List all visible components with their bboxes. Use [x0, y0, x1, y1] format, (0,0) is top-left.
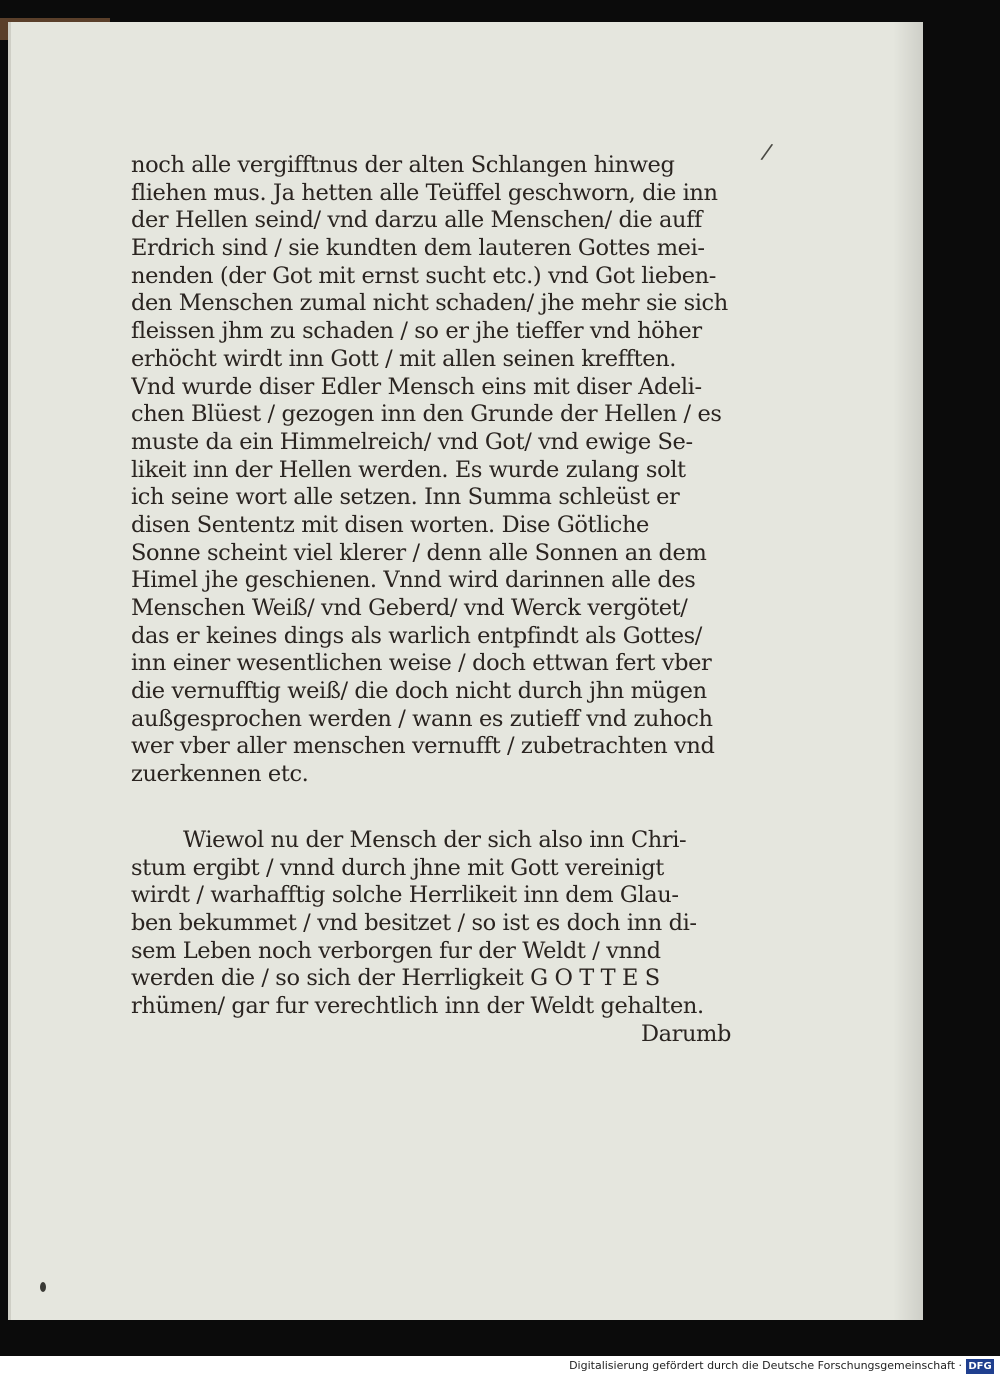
text-line: inn einer wesentlichen weise / doch ettwan fert vber — [131, 650, 712, 677]
text-line: Erdrich sind / sie kundten dem lauteren Gottes mei- — [131, 235, 705, 262]
text-line: sem Leben noch verborgen fur der Weldt / vnnd — [131, 937, 661, 964]
text-line: den Menschen zumal nicht schaden/ jhe mehr sie sich — [131, 290, 728, 317]
funding-credit: Digitalisierung gefördert durch die Deutsche Forschungsgemeinschaft · — [569, 1359, 962, 1372]
text-line: disen Sententz mit disen worten. Dise Götliche — [131, 511, 649, 538]
text-line: ich seine wort alle setzen. Inn Summa schleüst er — [131, 484, 680, 511]
catchword: Darumb — [640, 1020, 731, 1047]
text-line: Sonne scheint viel klerer / denn alle Sonnen an dem — [131, 539, 707, 566]
text-line: likeit inn der Hellen werden. Es wurde zulang solt — [131, 456, 686, 483]
text-line: noch alle vergifftnus der alten Schlangen hinweg — [131, 152, 675, 178]
text-line: nenden (der Got mit ernst sucht etc.) vnd Got lieben- — [131, 262, 716, 289]
text-line: Vnd wurde diser Edler Mensch eins mit diser Adeli- — [131, 373, 702, 400]
dfg-logo: DFG — [966, 1359, 994, 1374]
text-line: stum ergibt / vnnd durch jhne mit Gott vereinigt — [131, 854, 664, 881]
text-line: fliehen mus. Ja hetten alle Teüffel geschworn, die inn — [131, 179, 718, 206]
text-block — [131, 152, 731, 1048]
margin-mark: / — [759, 139, 775, 166]
text-line: außgesprochen werden / wann es zutieff vnd zuhoch — [131, 705, 713, 732]
text-line: muste da ein Himmelreich/ vnd Got/ vnd ewige Se- — [131, 428, 693, 455]
paragraph-2 — [131, 827, 731, 1021]
text-line: der Hellen seind/ vnd darzu alle Menschen/ die auff — [131, 207, 702, 234]
text-line: wirdt / warhafftig solche Herrlikeit inn dem Glau- — [131, 882, 679, 909]
text-line: Wiewol nu der Mensch der sich also inn Chri- — [183, 826, 687, 853]
book-page — [8, 22, 923, 1320]
text-line: zuerkennen etc. — [131, 761, 309, 788]
text-line: erhöcht wirdt inn Gott / mit allen seinen krefften. — [131, 345, 676, 372]
text-line: das er keines dings als warlich entpfindt als Gottes/ — [131, 622, 702, 649]
text-line: rhümen/ gar fur verechtlich inn der Weldt gehalten. — [131, 992, 704, 1019]
paragraph-1 — [131, 152, 731, 789]
text-line: die vernufftig weiß/ die doch nicht durch jhn mügen — [131, 678, 707, 705]
text-line: fleissen jhm zu schaden / so er jhe tieffer vnd höher — [131, 318, 702, 345]
text-line: Himel jhe geschienen. Vnnd wird darinnen alle des — [131, 567, 696, 594]
text-line: ben bekummet / vnd besitzet / so ist es doch inn di- — [131, 909, 697, 936]
footer-bar — [0, 1356, 1000, 1378]
paper-speck — [40, 1282, 46, 1292]
text-line: chen Blüest / gezogen inn den Grunde der Hellen / es — [131, 401, 722, 428]
text-line: Menschen Weiß/ vnd Geberd/ vnd Werck vergötet/ — [131, 595, 688, 621]
text-line: werden die / so sich der Herrligkeit G O T T E S — [131, 965, 660, 992]
text-line: wer vber aller menschen vernufft / zubetrachten vnd — [131, 733, 715, 760]
